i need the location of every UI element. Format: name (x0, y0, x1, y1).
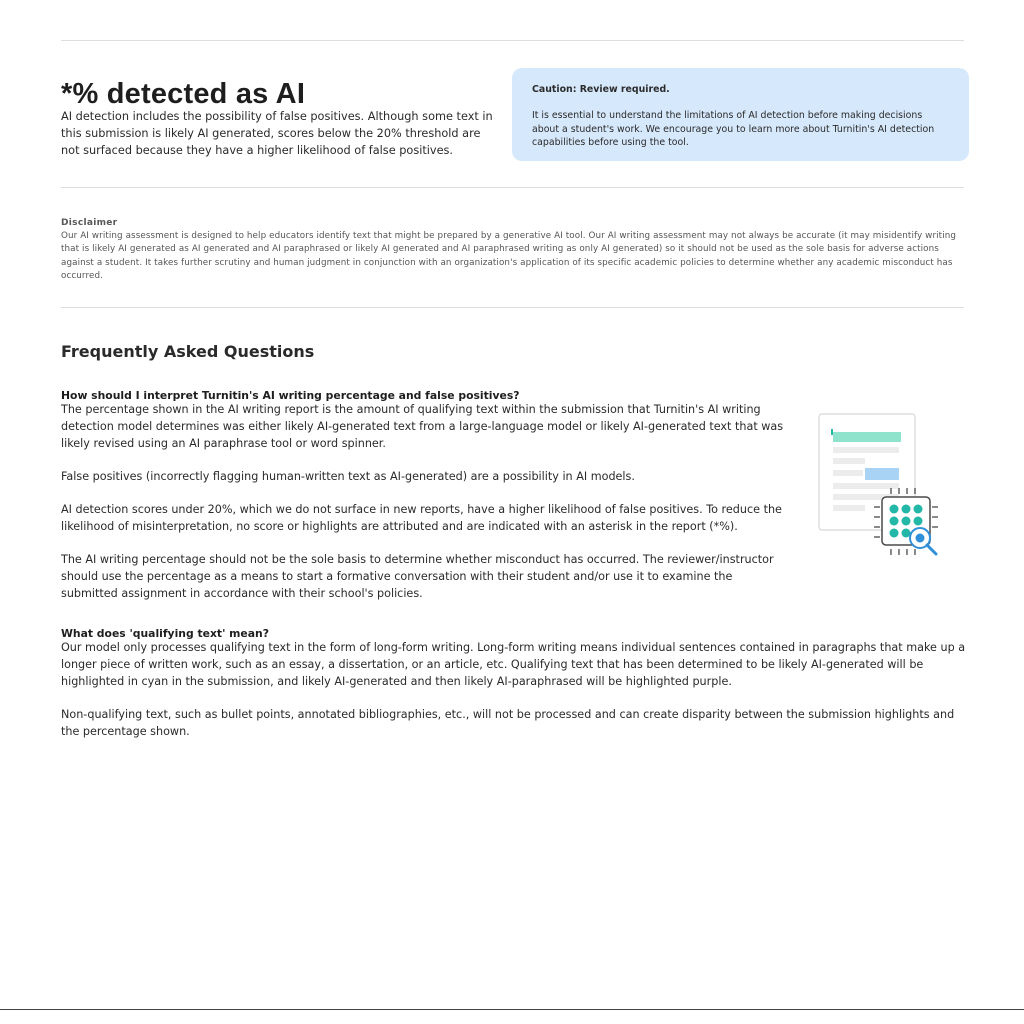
faq-answer-paragraph: Our model only processes qualifying text in the form of long-form writing. Long-form writing means individual sentences contained in paragraphs that make up a longer piece of written work, such as an essay, a dissertation, or an article, etc. Qualifying text that has been determined to be likely AI-generated will be highlighted in cyan in the submission, and likely AI-generated and then likely AI-paraphrased will be highlighted purple. (61, 641, 966, 688)
faq-heading: Frequently Asked Questions (61, 342, 315, 361)
page-bottom-edge (0, 1009, 1024, 1010)
disclaimer-title: Disclaimer (61, 218, 118, 228)
faq-question: What does 'qualifying text' mean? (61, 627, 269, 640)
faq-item (61, 627, 966, 740)
ai-percentage-heading: *% detected as AI (61, 78, 306, 110)
ai-detection-description: AI detection includes the possibility of false positives. Although some text in this submission is likely AI generated, scores below the 20% threshold are not surfaced because they have a higher likelihood of false positives. (61, 110, 493, 157)
disclaimer-section (61, 218, 966, 283)
document-ai-scan-icon (816, 412, 944, 562)
faq-answer-paragraph: The AI writing percentage should not be the sole basis to determine whether misconduct has occurred. The reviewer/instructor should use the percentage as a means to start a formative conversation with their student and/or use it to examine the submitted assignment in accordance with their school's policies. (61, 553, 774, 600)
section-divider (61, 187, 964, 188)
top-divider (61, 40, 964, 41)
faq-answer-paragraph: False positives (incorrectly flagging human-written text as AI-generated) are a possibility in AI models. (61, 469, 635, 483)
faq-question: How should I interpret Turnitin's AI writing percentage and false positives? (61, 389, 520, 402)
faq-answer-paragraph: Non-qualifying text, such as bullet points, annotated bibliographies, etc., will not be processed and can create disparity between the submission highlights and the percentage shown. (61, 707, 955, 738)
faq-answer-paragraph: AI detection scores under 20%, which we do not surface in new reports, have a higher likelihood of false positives. To reduce the likelihood of misinterpretation, no score or highlights are attributed and are indicated with an asterisk in the report (*%). (61, 503, 782, 533)
faq-answer-paragraph: The percentage shown in the AI writing report is the amount of qualifying text within the submission that Turnitin's AI writing detection model determines was either likely AI-generated text from a large-language model or likely AI-generated text that was likely revised using an AI paraphrase tool or word spinner. (61, 403, 784, 450)
caution-box (512, 68, 969, 161)
section-divider (61, 307, 964, 308)
caution-text: It is essential to understand the limitations of AI detection before making decisions about a student's work. We encourage you to learn more about Turnitin's AI detection capabilities before using the tool. (532, 110, 935, 148)
faq-item (61, 389, 789, 603)
disclaimer-text: Our AI writing assessment is designed to help educators identify text that might be prepared by a generative AI tool. Our AI writing assessment may not always be accurate (it may misidentify writing that is likely AI generated as AI generated and AI paraphrased or likely AI generated and AI paraphrased writing as only AI generated) so it should not be used as the sole basis for adverse actions against a student. It takes further scrutiny and human judgment in conjunction with an organization's application of its specific academic policies to determine whether any academic misconduct has occurred. (61, 231, 957, 281)
caution-title: Caution: Review required. (532, 84, 670, 95)
